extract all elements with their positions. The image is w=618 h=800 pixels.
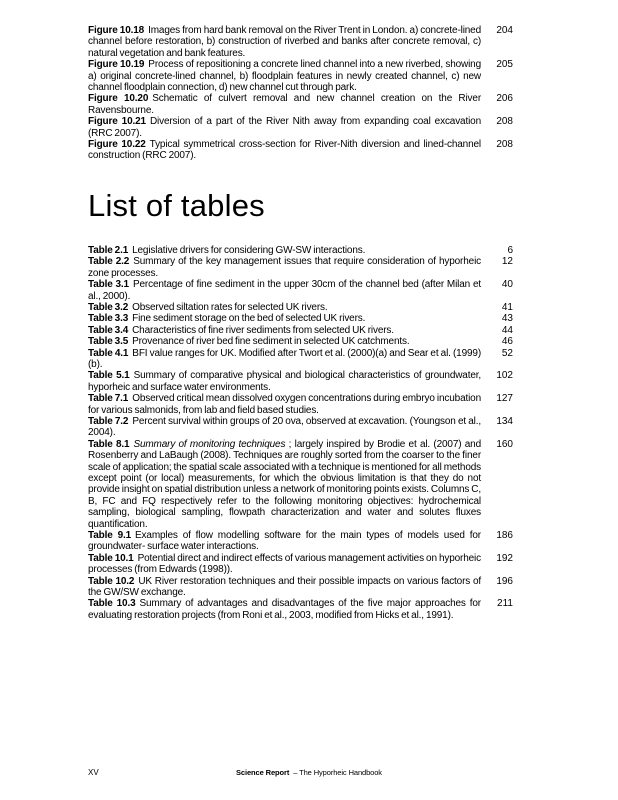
table-entry [88,530,513,553]
footer-report-title [88,768,530,777]
figure-entry-caption: Images from hard bank removal on the River Trent in London. a) concrete-lined channel before restoration, b) construction of riverbed and banks after concrete removal, c) natural vegetation and bank features. [88,25,481,59]
figure-entry-text [88,116,481,139]
table-entry-caption: Examples of flow modelling software for the main types of models used for groundwater- surface water interactions. [88,530,481,553]
table-page-number: 43 [501,313,513,325]
figure-entry-text [88,139,481,162]
table-label: Table 3.5 [88,336,129,348]
table-entry [88,598,513,621]
table-entry [88,439,513,530]
figure-page-number: 208 [496,116,513,128]
table-entry-caption: Summary of the key management issues that require consideration of hyporheic zone processes. [88,256,481,279]
figure-page-number: 205 [496,59,513,71]
table-entry-text [88,553,481,576]
table-entry-caption: Observed siltation rates for selected UK rivers. [132,301,328,313]
table-label: Table 10.3 [88,598,136,610]
figure-label: Figure 10.18 [88,25,145,36]
table-entry [88,313,513,324]
table-page-number: 44 [501,324,513,336]
footer-report-suffix: – The Hyporheic Handbook [293,768,382,777]
figure-entry-text [88,59,481,93]
table-entry-emphasis: Summary of monitoring techniques [133,438,289,450]
table-entry [88,336,513,347]
table-entry-text [88,598,481,621]
table-label: Table 2.1 [88,244,129,256]
figure-page-number: 208 [496,139,513,151]
table-page-number: 102 [496,370,513,382]
page-title: List of tables [88,187,265,223]
table-entry-text [88,439,481,530]
figure-entry [88,93,513,116]
table-page-number: 127 [496,393,513,405]
figure-entry [88,25,513,59]
table-page-number: 46 [501,336,513,348]
table-page-number: 134 [496,415,513,427]
figure-entry [88,116,513,139]
table-label: Table 3.3 [88,313,129,325]
table-entry-text [88,576,481,599]
table-label: Table 7.2 [88,415,129,427]
page-number-roman: XV [88,768,99,777]
table-entry-text [88,336,481,347]
table-entry-text [88,530,481,553]
table-entry-text [88,313,481,324]
table-entry [88,302,513,313]
table-entry-text [88,416,481,439]
figure-entry-caption: Schematic of culvert removal and new channel creation on the River Ravensbourne. [88,93,481,116]
table-label: Table 5.1 [88,370,130,382]
table-label: Table 3.1 [88,279,129,291]
table-entry-caption: Characteristics of fine river sediments from selected UK rivers. [132,324,394,336]
table-label: Table 7.1 [88,393,129,405]
table-label: Table 10.1 [88,552,134,564]
table-entry [88,576,513,599]
table-page-number: 41 [501,301,513,313]
figure-label: Figure 10.21 [88,116,146,128]
figure-entry-caption: Diversion of a part of the River Nith away from expanding coal excavation (RRC 2007). [88,116,481,139]
figure-label: Figure 10.19 [88,59,145,71]
table-page-number: 196 [496,575,513,587]
table-entry [88,416,513,439]
figure-page-number: 204 [496,25,513,36]
table-label: Table 2.2 [88,256,130,268]
figure-entry-caption: Typical symmetrical cross-section for River-Nith diversion and lined-channel construction (RRC 2007). [88,139,481,162]
table-entry-text [88,370,481,393]
table-entry-caption: Percent survival within groups of 20 ova, observed at excavation. (Youngson et al., 2004). [88,415,481,439]
table-label: Table 8.1 [88,438,130,450]
page-footer [88,768,530,780]
table-page-number: 6 [507,244,513,256]
table-label: Table 9.1 [88,530,132,542]
table-label: Table 4.1 [88,347,129,359]
table-entry-caption: Legislative drivers for considering GW-SW interactions. [132,244,366,256]
table-page-number: 186 [496,530,513,542]
table-entry-caption: ; largely inspired by Brodie et al. (2007) and Rosenberry and LaBaugh (2008). Techniques are roughly sorted from the coarser to the finer scale of application; the spatial scale associated with a technique is mentioned for all methods except point (or local) measurements, for which the obvious limitation is that they do not provide insight on spatial distribution unless a network of monitoring points exists. Columns C, B, FC and FQ respectively refer to the following monitoring objectives: hydrochemical sampling, biological sampling, flowpath characterization and water and solutes fluxes quantification. [88,438,482,530]
table-entry-caption: Observed critical mean dissolved oxygen concentrations during embryo incubation for various salmonids, from lab and field based studies. [88,393,481,416]
figure-entry [88,59,513,93]
table-entry-caption: Percentage of fine sediment in the upper 30cm of the channel bed (after Milan et al., 2000). [88,279,482,302]
table-label: Table 3.4 [88,324,129,336]
table-entry [88,393,513,416]
table-entry [88,553,513,576]
page-content [88,25,513,621]
list-of-figures-continued [88,25,513,162]
table-page-number: 211 [497,598,513,610]
table-page-number: 192 [496,552,513,564]
table-entry-text [88,325,481,336]
figure-entry [88,139,513,162]
figure-entry-text [88,93,481,116]
table-page-number: 52 [501,347,513,359]
table-label: Table 10.2 [88,575,135,587]
table-entry-caption: BFI value ranges for UK. Modified after Twort et al. (2000)(a) and Sear et al. (1999)(b). [88,347,482,370]
table-entry-text [88,256,481,279]
table-entry-text [88,245,481,256]
list-of-tables [88,245,513,621]
table-entry-caption: Summary of advantages and disadvantages of the five major approaches for evaluating restoration projects (from Roni et al., 2003, modified from Hicks et al., 1991). [88,598,481,621]
footer-report-name: Science Report [236,768,290,777]
table-entry [88,256,513,279]
figure-page-number: 206 [496,93,513,105]
table-entry-caption: UK River restoration techniques and their possible impacts on various factors of the GW/SW exchange. [88,575,481,599]
table-entry-text [88,393,481,416]
table-page-number: 160 [496,438,513,450]
table-entry [88,245,513,256]
table-entry-text [88,279,481,302]
table-entry [88,370,513,393]
table-entry-text [88,302,481,313]
table-entry [88,348,513,371]
figure-label: Figure 10.20 [88,93,149,105]
table-entry [88,325,513,336]
table-entry-caption: Summary of comparative physical and biological characteristics of groundwater, hyporheic and surface water environments. [88,370,482,393]
figure-entry-caption: Process of repositioning a concrete lined channel into a new riverbed, showing a) original concrete-lined channel, b) floodplain features in newly created channel, c) new channel floodplain connection, d) new channel cut through park. [88,59,481,94]
figure-entry-text [88,25,481,59]
table-entry-caption: Provenance of river bed fine sediment in selected UK catchments. [132,336,410,348]
table-entry-text [88,348,481,371]
table-label: Table 3.2 [88,301,129,313]
figure-label: Figure 10.22 [88,139,146,151]
table-entry [88,279,513,302]
table-entry-caption: Potential direct and indirect effects of various management activities on hyporheic processes (from Edwards (1998)). [88,552,481,576]
table-entry-caption: Fine sediment storage on the bed of selected UK rivers. [132,313,366,325]
table-page-number: 12 [501,256,513,268]
table-page-number: 40 [501,279,513,291]
